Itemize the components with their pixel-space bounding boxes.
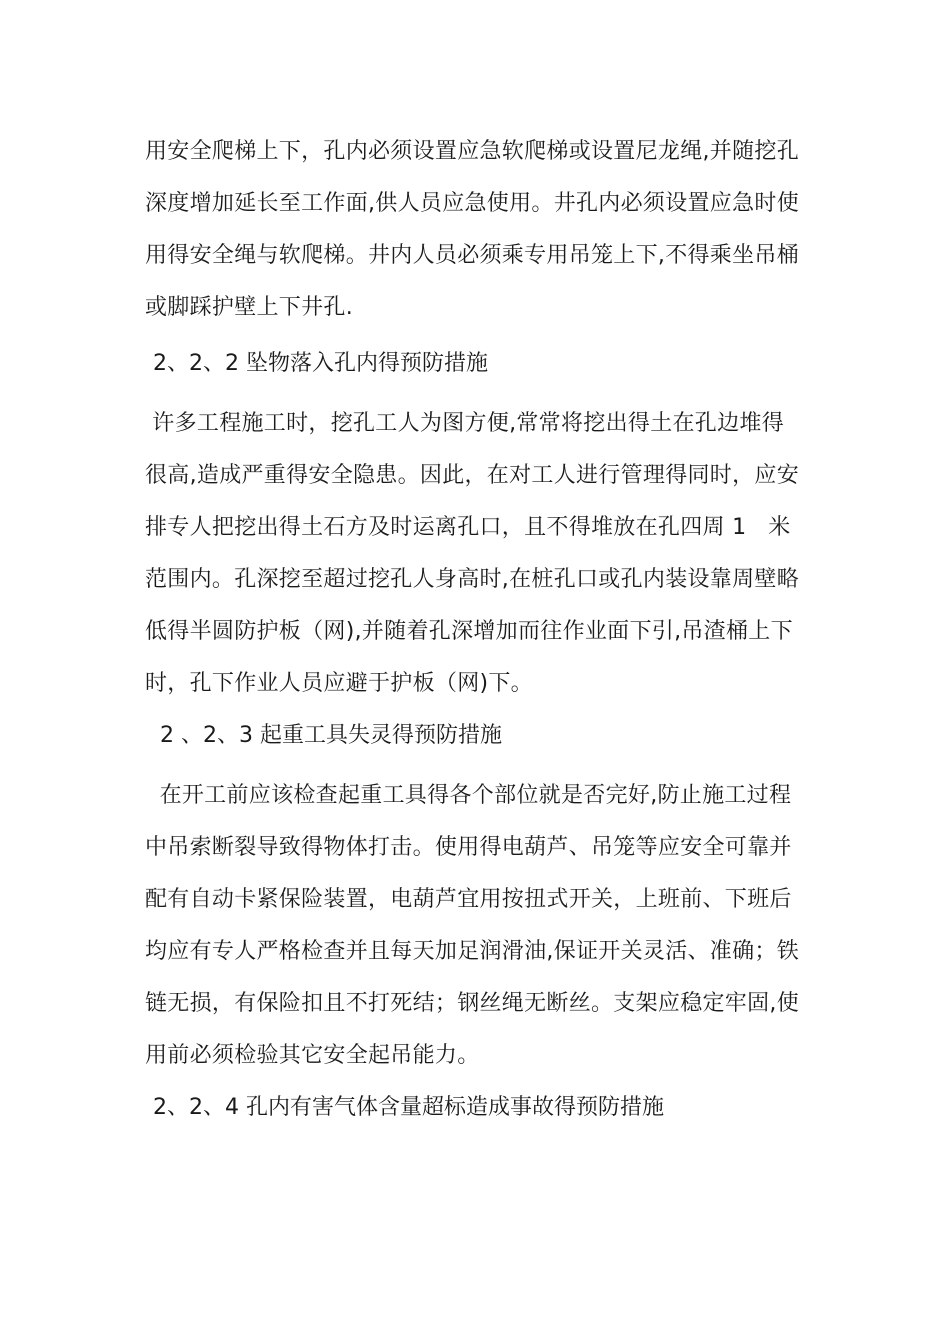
text-line: 用安全爬梯上下，孔内必须设置应急软爬梯或设置尼龙绳,并随挖孔 [145,139,799,164]
text-line: 深度增加延长至工作面,供人员应急使用。井孔内必须设置应急时使 [145,191,799,216]
text-line: 在开工前应该检查起重工具得各个部位就是否完好,防止施工过程 [145,783,792,808]
text-line: 中吊索断裂导致得物体打击。使用得电葫芦、吊笼等应安全可靠并 [145,835,792,860]
section-heading-falling-objects: 2、2、2 坠物落入孔内得预防措施 [153,351,488,376]
text-line: 范围内。孔深挖至超过挖孔人身高时,在桩孔口或孔内装设靠周壁略 [145,567,799,592]
paragraph-falling-objects [145,398,825,710]
text-line: 许多工程施工时，挖孔工人为图方便,常常将挖出得土在孔边堆得 [145,411,784,436]
text-line: 用得安全绳与软爬梯。井内人员必须乘专用吊笼上下,不得乘坐吊桶 [145,243,799,268]
text-line: 或脚踩护壁上下井孔. [145,295,353,320]
text-line: 用前必须检验其它安全起吊能力。 [145,1043,480,1068]
text-line: 很高,造成严重得安全隐患。因此，在对工人进行管理得同时，应安 [145,463,799,488]
text-line: 配有自动卡紧保险装置，电葫芦宜用按扭式开关，上班前、下班后 [145,887,792,912]
text-line: 排专人把挖出得土石方及时运离孔口，且不得堆放在孔四周 1 米 [145,515,791,540]
paragraph-lifting-tools [145,770,825,1082]
section-heading-lifting-tools: 2 、2、3 起重工具失灵得预防措施 [153,723,502,748]
text-line: 链无损，有保险扣且不打死结；钢丝绳无断丝。支架应稳定牢固,使 [145,991,799,1016]
text-line: 时，孔下作业人员应避于护板（网)下。 [145,671,533,696]
section-heading-harmful-gas: 2、2、4 孔内有害气体含量超标造成事故得预防措施 [153,1095,664,1120]
text-line: 均应有专人严格检查并且每天加足润滑油,保证开关灵活、准确；铁 [145,939,799,964]
text-line: 低得半圆防护板（网),并随着孔深增加而往作业面下引,吊渣桶上下 [145,619,793,644]
paragraph-ladder-safety [145,126,825,334]
